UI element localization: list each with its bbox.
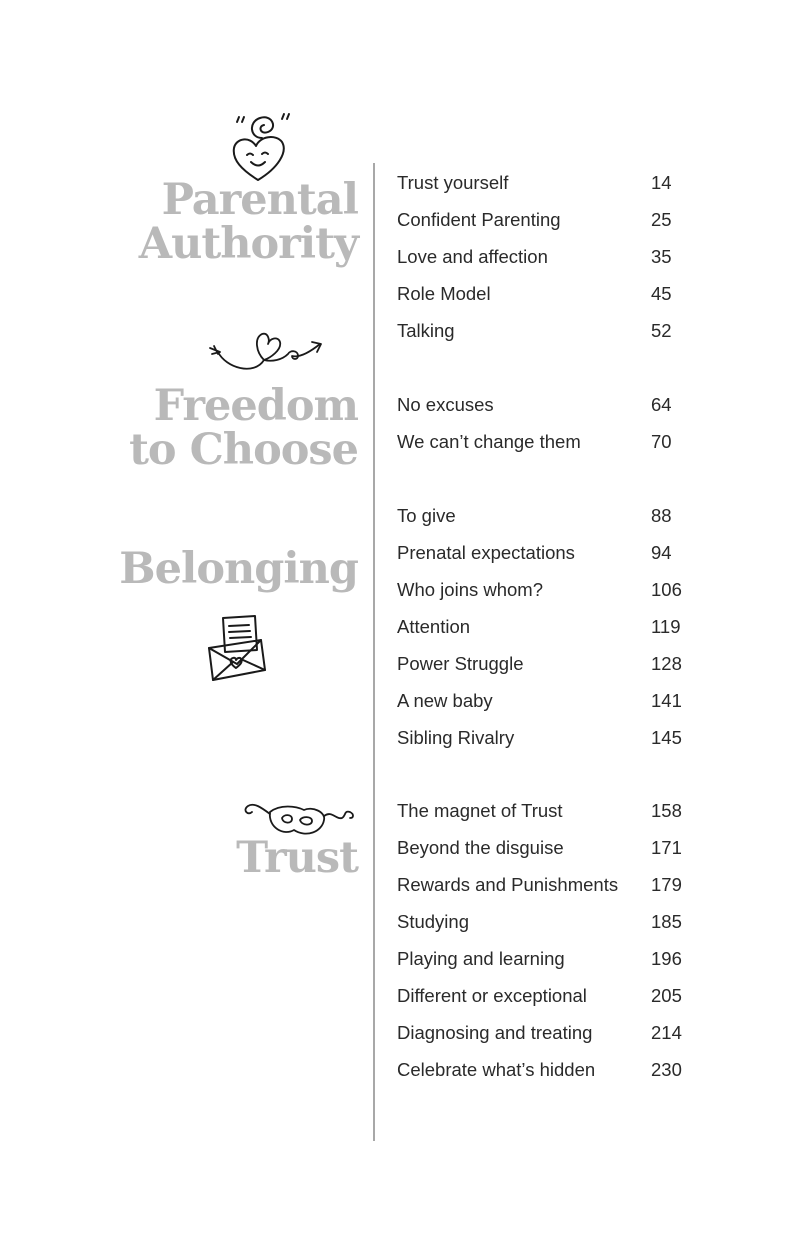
toc-entry-label: Diagnosing and treating	[397, 1022, 593, 1043]
section-title-belonging	[119, 544, 358, 594]
toc-entry[interactable]	[397, 1058, 697, 1088]
toc-entry[interactable]	[397, 319, 697, 349]
section-title-line: Trust	[236, 833, 358, 883]
toc-entry-page: 94	[651, 542, 672, 563]
toc-entry[interactable]	[397, 171, 697, 201]
toc-entry-label: Confident Parenting	[397, 209, 561, 230]
toc-entry-page: 52	[651, 320, 672, 341]
masquerade-mask-icon	[240, 798, 358, 838]
toc-entry[interactable]	[397, 430, 697, 460]
toc-entry[interactable]	[397, 984, 697, 1014]
toc-entry-label: Trust yourself	[397, 172, 509, 193]
toc-entry-label: Beyond the disguise	[397, 837, 564, 858]
toc-entry-label: Playing and learning	[397, 948, 565, 969]
toc-entry[interactable]	[397, 689, 697, 719]
toc-entry-label: Celebrate what’s hidden	[397, 1059, 596, 1080]
toc-entry-label: Attention	[397, 616, 471, 637]
toc-entry-page: 145	[651, 727, 682, 748]
toc-entry-label: The magnet of Trust	[397, 800, 563, 821]
toc-entry[interactable]	[397, 393, 697, 423]
toc-entry-page: 106	[651, 579, 682, 600]
toc-entry-label: Talking	[397, 320, 455, 341]
toc-entry-label: Studying	[397, 911, 469, 932]
toc-entry[interactable]	[397, 208, 697, 238]
toc-entry[interactable]	[397, 1021, 697, 1051]
toc-entry-label: Sibling Rivalry	[397, 727, 515, 748]
toc-entry-page: 88	[651, 505, 672, 526]
toc-entry-page: 179	[651, 874, 682, 895]
toc-entry-page: 25	[651, 209, 672, 230]
toc-entry-page: 214	[651, 1022, 682, 1043]
vertical-divider	[373, 163, 375, 1141]
toc-entry-page: 35	[651, 246, 672, 267]
section-title-line: Authority	[138, 219, 358, 269]
toc-entry-label: To give	[397, 505, 456, 526]
toc-entry[interactable]	[397, 726, 697, 756]
toc-entry[interactable]	[397, 578, 697, 608]
section-title-line: to Choose	[129, 425, 358, 475]
toc-entry[interactable]	[397, 615, 697, 645]
toc-entry-label: Power Struggle	[397, 653, 524, 674]
toc-entry-label: Love and affection	[397, 246, 548, 267]
toc-entry-page: 141	[651, 690, 682, 711]
section-title-line: Freedom	[153, 381, 358, 431]
toc-entry-page: 171	[651, 837, 682, 858]
toc-entry-label: Prenatal expectations	[397, 542, 575, 563]
toc-entry[interactable]	[397, 836, 697, 866]
toc-entry-label: Role Model	[397, 283, 491, 304]
toc-entry-label: No excuses	[397, 394, 494, 415]
toc-entry-label: Rewards and Punishments	[397, 874, 619, 895]
toc-entry-page: 196	[651, 948, 682, 969]
toc-entry-page: 205	[651, 985, 682, 1006]
toc-entry-label: A new baby	[397, 690, 493, 711]
heart-swirl-icon	[228, 108, 292, 182]
toc-entry[interactable]	[397, 504, 697, 534]
section-title-trust	[236, 833, 358, 883]
toc-entry-page: 230	[651, 1059, 682, 1080]
toc-entry-label: Different or exceptional	[397, 985, 587, 1006]
toc-entry-page: 158	[651, 800, 682, 821]
toc-entry-page: 185	[651, 911, 682, 932]
toc-entry-label: We can’t change them	[397, 431, 581, 452]
toc-entry-label: Who joins whom?	[397, 579, 544, 600]
toc-entry[interactable]	[397, 541, 697, 571]
section-title-parental-authority	[138, 175, 358, 269]
toc-entry-page: 70	[651, 431, 672, 452]
toc-entry[interactable]	[397, 652, 697, 682]
toc-entry-page: 119	[651, 616, 681, 637]
section-title-freedom-to-choose	[129, 381, 358, 475]
toc-entry-page: 64	[651, 394, 672, 415]
toc-entry[interactable]	[397, 282, 697, 312]
toc-entry-page: 128	[651, 653, 682, 674]
toc-entry[interactable]	[397, 799, 697, 829]
toc-entry[interactable]	[397, 873, 697, 903]
section-title-line: Belonging	[119, 544, 358, 594]
toc-entry[interactable]	[397, 245, 697, 275]
toc-entry-page: 14	[651, 172, 672, 193]
toc-entry[interactable]	[397, 910, 697, 940]
toc-entry-page: 45	[651, 283, 672, 304]
section-title-line: Parental	[161, 175, 358, 225]
love-letter-icon	[205, 612, 269, 684]
heart-arrow-icon	[206, 328, 326, 378]
toc-entry[interactable]	[397, 947, 697, 977]
